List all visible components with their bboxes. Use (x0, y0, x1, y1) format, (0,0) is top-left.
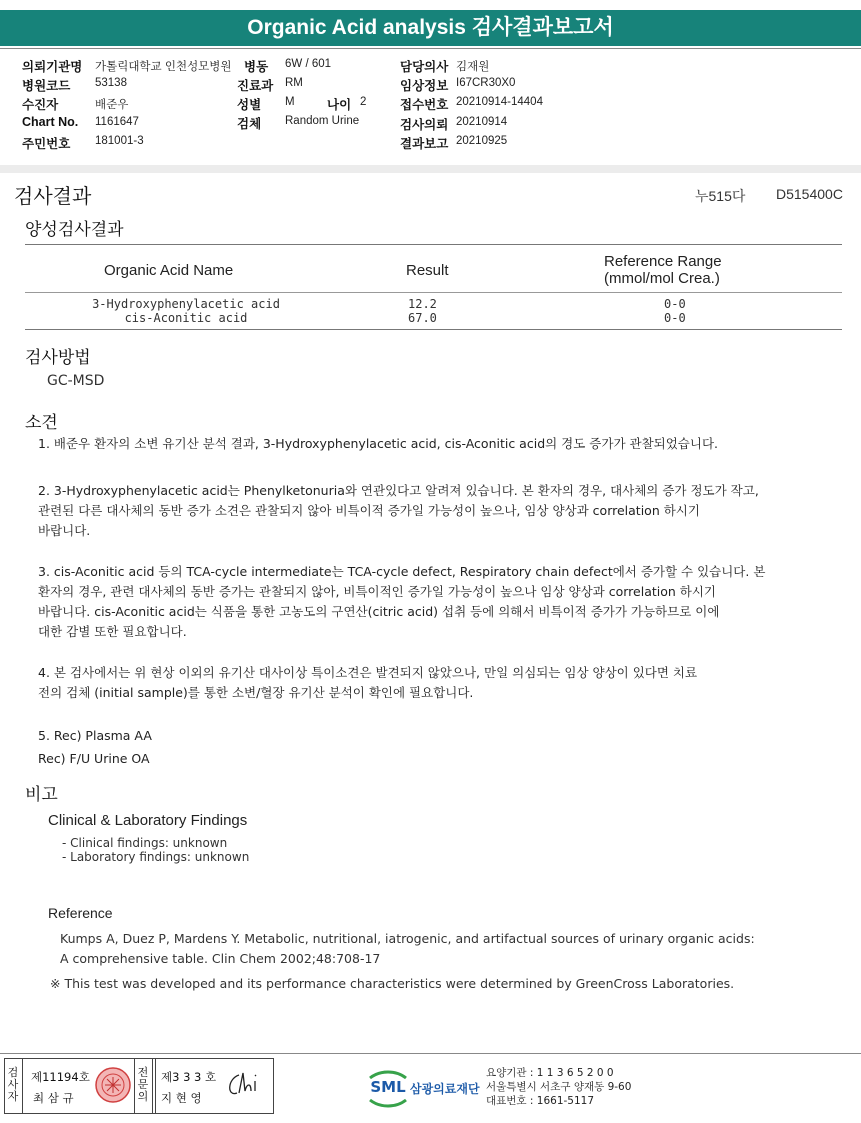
ward-value: 6W / 601 (285, 58, 332, 70)
doctor-label: 담당의사 (400, 60, 449, 74)
signature-icon (225, 1069, 265, 1101)
table-row (25, 297, 347, 325)
sml-logo-text: SML (370, 1078, 406, 1096)
row-2-range: 0-0 (664, 311, 686, 325)
table-top-rule (25, 244, 842, 245)
clinical-findings: - Clinical findings: unknown (62, 836, 228, 850)
finding-3-line1: 3. cis-Aconitic acid 등의 TCA-cycle intermediate는 TCA-cycle defect, Respiratory chain defect에서 증가할 수 있습니다. 본 (38, 564, 766, 579)
footer (0, 1053, 861, 1123)
row-2-result: 67.0 (408, 311, 437, 325)
institution-label: 의뢰기관명 (22, 60, 83, 74)
table-ranges (664, 297, 686, 325)
col-reference-range-line2: (mmol/mol Crea.) (604, 270, 720, 287)
finding-2-line2: 관련된 다른 대사체의 동반 증가 소견은 관찰되지 않아 비특이적 증가일 가능성이 높으나, 임상 양상과 correlation 하시기 (38, 503, 700, 518)
findings-heading: 소견 (25, 413, 58, 433)
tester-name: 최 삼 규 (33, 1091, 74, 1105)
finding-4-line2: 전의 검체 (initial sample)를 통한 소변/혈장 유기산 분석이 확인에 필요합니다. (38, 685, 474, 700)
resident-label: 주민번호 (22, 137, 71, 151)
clinical-info-label: 임상정보 (400, 79, 449, 93)
method-heading: 검사방법 (25, 348, 91, 368)
receipt-label: 접수번호 (400, 98, 449, 112)
doctor-value: 김재원 (456, 61, 490, 73)
finding-2 (38, 481, 759, 541)
sex-label: 성별 (237, 98, 262, 112)
row-1-result: 12.2 (408, 297, 437, 311)
finding-3-line4: 대한 감별 또한 필요합니다. (38, 624, 187, 639)
report-value: 20210925 (456, 135, 508, 147)
specialist-box-divider (152, 1059, 153, 1113)
request-label: 검사의뢰 (400, 118, 449, 132)
institution-code: 요양기관 : 1 1 3 6 5 2 0 0 (486, 1067, 614, 1079)
row-1-range: 0-0 (664, 297, 686, 311)
col-reference-range-line1: Reference Range (604, 253, 722, 270)
table-bottom-rule (25, 329, 842, 330)
specialist-name: 지 현 영 (161, 1091, 202, 1105)
tester-box-divider (22, 1059, 23, 1113)
reference-line2: A comprehensive table. Clin Chem 2002;48:708-17 (60, 951, 381, 966)
patient-info-block (0, 48, 861, 166)
row-1-name: 3-Hydroxyphenylacetic acid (92, 297, 280, 311)
finding-2-line1: 2. 3-Hydroxyphenylacetic acid는 Phenylketonuria와 연관있다고 알려져 있습니다. 본 환자의 경우, 대사체의 증가 정도가 작고, (38, 483, 759, 498)
resident-value: 181001-3 (95, 135, 144, 147)
table-results (408, 297, 437, 325)
tester-license: 제11194호 (31, 1070, 90, 1084)
col-organic-acid-name: Organic Acid Name (104, 262, 234, 279)
dept-label: 진료과 (237, 79, 274, 93)
age-value: 2 (360, 96, 367, 108)
separator-band (0, 165, 861, 173)
finding-5-rec: Rec) F/U Urine OA (38, 751, 150, 766)
report-title: Organic Acid analysis 검사결과보고서 (0, 10, 861, 46)
report-id-1: 누515다 (695, 188, 746, 204)
ward-label: 병동 (244, 60, 269, 74)
age-label: 나이 (327, 98, 352, 112)
finding-4-line1: 4. 본 검사에서는 위 현상 이외의 유기산 대사이상 특이소견은 발견되지 않았으나, 만일 의심되는 임상 양상이 있다면 치료 (38, 665, 698, 680)
method-value: GC-MSD (47, 373, 105, 389)
finding-3-line3: 바랍니다. cis-Aconitic acid는 식품을 통한 고농도의 구연산(citric acid) 섭취 등에 의해서 비특이적 증가가 가능하므로 이에 (38, 604, 720, 619)
row-2-name: cis-Aconitic acid (124, 311, 248, 325)
reference-line1: Kumps A, Duez P, Mardens Y. Metabolic, nutritional, iatrogenic, and artifactual sources of urinary organic acids: (60, 931, 755, 946)
positive-results-heading: 양성검사결과 (25, 220, 124, 240)
specimen-value: Random Urine (285, 115, 360, 127)
specimen-label: 검체 (237, 117, 262, 131)
finding-1: 1. 배준우 환자의 소변 유기산 분석 결과, 3-Hydroxyphenylacetic acid, cis-Aconitic acid의 경도 증가가 관찰되었습니다. (38, 436, 718, 451)
report-id-2: D515400C (776, 186, 843, 202)
remarks-heading: 비고 (25, 785, 58, 805)
sex-value: M (285, 96, 295, 108)
chart-label: Chart No. (22, 115, 79, 129)
clinical-lab-heading: Clinical & Laboratory Findings (48, 812, 248, 829)
hospital-code-label: 병원코드 (22, 79, 71, 93)
specialist-box-label: 전문의 (137, 1066, 149, 1103)
table-header-rule (25, 292, 842, 293)
development-note: ※ This test was developed and its performance characteristics were determined by GreenCross Laboratories. (50, 976, 735, 991)
tester-seal-icon (93, 1065, 133, 1105)
results-heading: 검사결과 (14, 184, 92, 208)
finding-4 (38, 663, 697, 703)
request-value: 20210914 (456, 116, 508, 128)
col-result: Result (406, 262, 449, 279)
specialist-box (134, 1058, 274, 1114)
clinical-lab-findings (62, 836, 249, 864)
patient-value: 배준우 (95, 99, 129, 111)
finding-2-line3: 바랍니다. (38, 523, 91, 538)
finding-3 (38, 562, 765, 642)
finding-5: 5. Rec) Plasma AA (38, 728, 152, 743)
tester-box-label: 검사자 (7, 1066, 19, 1103)
finding-3-line2: 환자의 경우, 관련 대사체의 동반 증가는 관찰되지 않아, 비특이적인 증가일 가능성이 높으나 임상 양상과 correlation 하시기 (38, 584, 716, 599)
org-phone: 대표번호 : 1661-5117 (486, 1095, 595, 1107)
dept-value: RM (285, 77, 303, 89)
clinical-info-value: I67CR30X0 (456, 77, 516, 89)
specialist-license: 제3 3 3 호 (161, 1070, 217, 1084)
sml-logo (366, 1068, 406, 1106)
institution-value: 가톨릭대학교 인천성모병원 (95, 61, 232, 73)
col-reference-range (604, 253, 722, 287)
reference-heading: Reference (48, 905, 113, 921)
org-contact (486, 1066, 631, 1108)
chart-value: 1161647 (95, 116, 139, 128)
receipt-value: 20210914-14404 (456, 96, 543, 108)
org-name: 삼광의료재단 (410, 1082, 480, 1096)
reference-citation (60, 929, 755, 969)
patient-label: 수진자 (22, 98, 59, 112)
laboratory-findings: - Laboratory findings: unknown (62, 850, 250, 864)
hospital-code-value: 53138 (95, 77, 127, 89)
report-label: 결과보고 (400, 137, 449, 151)
org-address: 서울특별시 서초구 양재동 9-60 (486, 1081, 632, 1093)
